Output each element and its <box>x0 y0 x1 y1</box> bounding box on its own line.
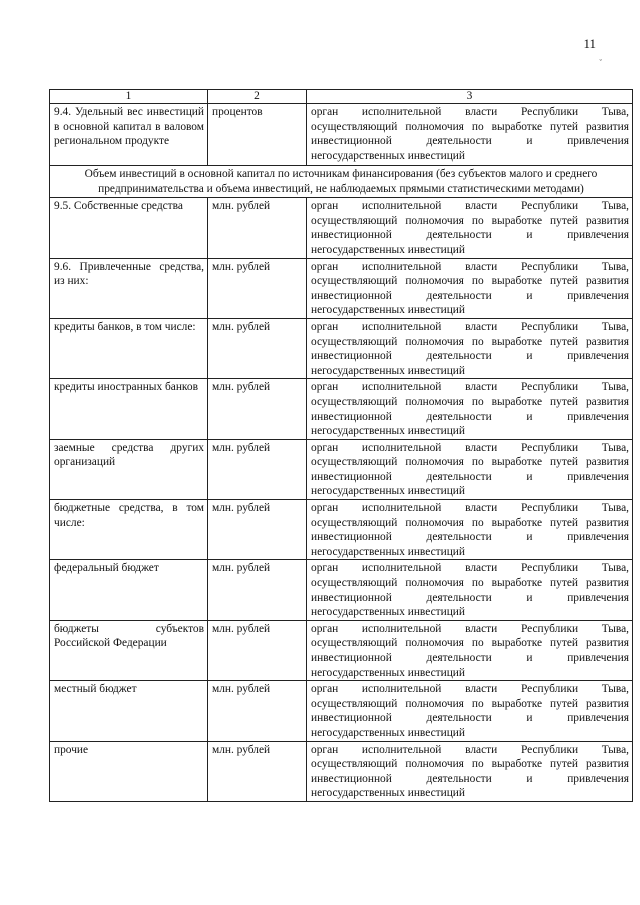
responsible-cell: орган исполнительной власти Республики Тыва, осуществляющий полномочия по выработке путей развития инвестиционной деятельности и привлечения негосударственных инвестиций <box>307 104 633 166</box>
responsible-cell: орган исполнительной власти Республики Тыва, осуществляющий полномочия по выработке путей развития инвестиционной деятельности и привлечения негосударственных инвестиций <box>307 741 633 801</box>
table-row <box>50 104 633 166</box>
table-row <box>50 439 633 499</box>
table-row <box>50 500 633 560</box>
section-title: Объем инвестиций в основной капитал по источникам финансирования (без субъектов малого и среднего предпринимательства и объема инвестиций, не наблюдаемых прямыми статистическими методами) <box>50 166 633 198</box>
unit-cell: процентов <box>208 104 307 166</box>
indicator-cell: 9.4. Удельный вес инвестиций в основной капитал в валовом региональном продукте <box>50 104 208 166</box>
indicator-cell: федеральный бюджет <box>50 560 208 620</box>
responsible-cell: орган исполнительной власти Республики Тыва, осуществляющий полномочия по выработке путей развития инвестиционной деятельности и привлечения негосударственных инвестиций <box>307 500 633 560</box>
unit-cell: млн. рублей <box>208 620 307 680</box>
responsible-cell: орган исполнительной власти Республики Тыва, осуществляющий полномочия по выработке путей развития инвестиционной деятельности и привлечения негосударственных инвестиций <box>307 318 633 378</box>
page-number: 11 <box>583 36 596 51</box>
table-row <box>50 379 633 439</box>
unit-cell: млн. рублей <box>208 258 307 318</box>
column-number-2: 2 <box>208 90 307 104</box>
indicator-cell: кредиты банков, в том числе: <box>50 318 208 378</box>
table-row <box>50 198 633 258</box>
indicator-cell: прочие <box>50 741 208 801</box>
unit-cell: млн. рублей <box>208 560 307 620</box>
table-row <box>50 258 633 318</box>
unit-cell: млн. рублей <box>208 318 307 378</box>
indicator-cell: кредиты иностранных банков <box>50 379 208 439</box>
scan-mark: ˇ <box>599 58 602 67</box>
section-row <box>50 166 633 198</box>
table-header-row <box>50 90 633 104</box>
unit-cell: млн. рублей <box>208 681 307 741</box>
table-row <box>50 741 633 801</box>
responsible-cell: орган исполнительной власти Республики Тыва, осуществляющий полномочия по выработке путей развития инвестиционной деятельности и привлечения негосударственных инвестиций <box>307 379 633 439</box>
column-number-1: 1 <box>50 90 208 104</box>
indicators-table <box>49 89 633 802</box>
responsible-cell: орган исполнительной власти Республики Тыва, осуществляющий полномочия по выработке путей развития инвестиционной деятельности и привлечения негосударственных инвестиций <box>307 560 633 620</box>
table-row <box>50 318 633 378</box>
table-row <box>50 560 633 620</box>
indicator-cell: бюджетные средства, в том числе: <box>50 500 208 560</box>
unit-cell: млн. рублей <box>208 198 307 258</box>
indicator-cell: местный бюджет <box>50 681 208 741</box>
document-sheet <box>49 89 632 802</box>
indicator-cell: заемные средства других организаций <box>50 439 208 499</box>
indicator-cell: бюджеты субъектов Российской Федерации <box>50 620 208 680</box>
column-number-3: 3 <box>307 90 633 104</box>
responsible-cell: орган исполнительной власти Республики Тыва, осуществляющий полномочия по выработке путей развития инвестиционной деятельности и привлечения негосударственных инвестиций <box>307 439 633 499</box>
responsible-cell: орган исполнительной власти Республики Тыва, осуществляющий полномочия по выработке путей развития инвестиционной деятельности и привлечения негосударственных инвестиций <box>307 620 633 680</box>
unit-cell: млн. рублей <box>208 500 307 560</box>
responsible-cell: орган исполнительной власти Республики Тыва, осуществляющий полномочия по выработке путей развития инвестиционной деятельности и привлечения негосударственных инвестиций <box>307 258 633 318</box>
unit-cell: млн. рублей <box>208 439 307 499</box>
table-row <box>50 620 633 680</box>
responsible-cell: орган исполнительной власти Республики Тыва, осуществляющий полномочия по выработке путей развития инвестиционной деятельности и привлечения негосударственных инвестиций <box>307 681 633 741</box>
responsible-cell: орган исполнительной власти Республики Тыва, осуществляющий полномочия по выработке путей развития инвестиционной деятельности и привлечения негосударственных инвестиций <box>307 198 633 258</box>
unit-cell: млн. рублей <box>208 741 307 801</box>
indicator-cell: 9.6. Привлеченные средства, из них: <box>50 258 208 318</box>
table-row <box>50 681 633 741</box>
unit-cell: млн. рублей <box>208 379 307 439</box>
indicator-cell: 9.5. Собственные средства <box>50 198 208 258</box>
